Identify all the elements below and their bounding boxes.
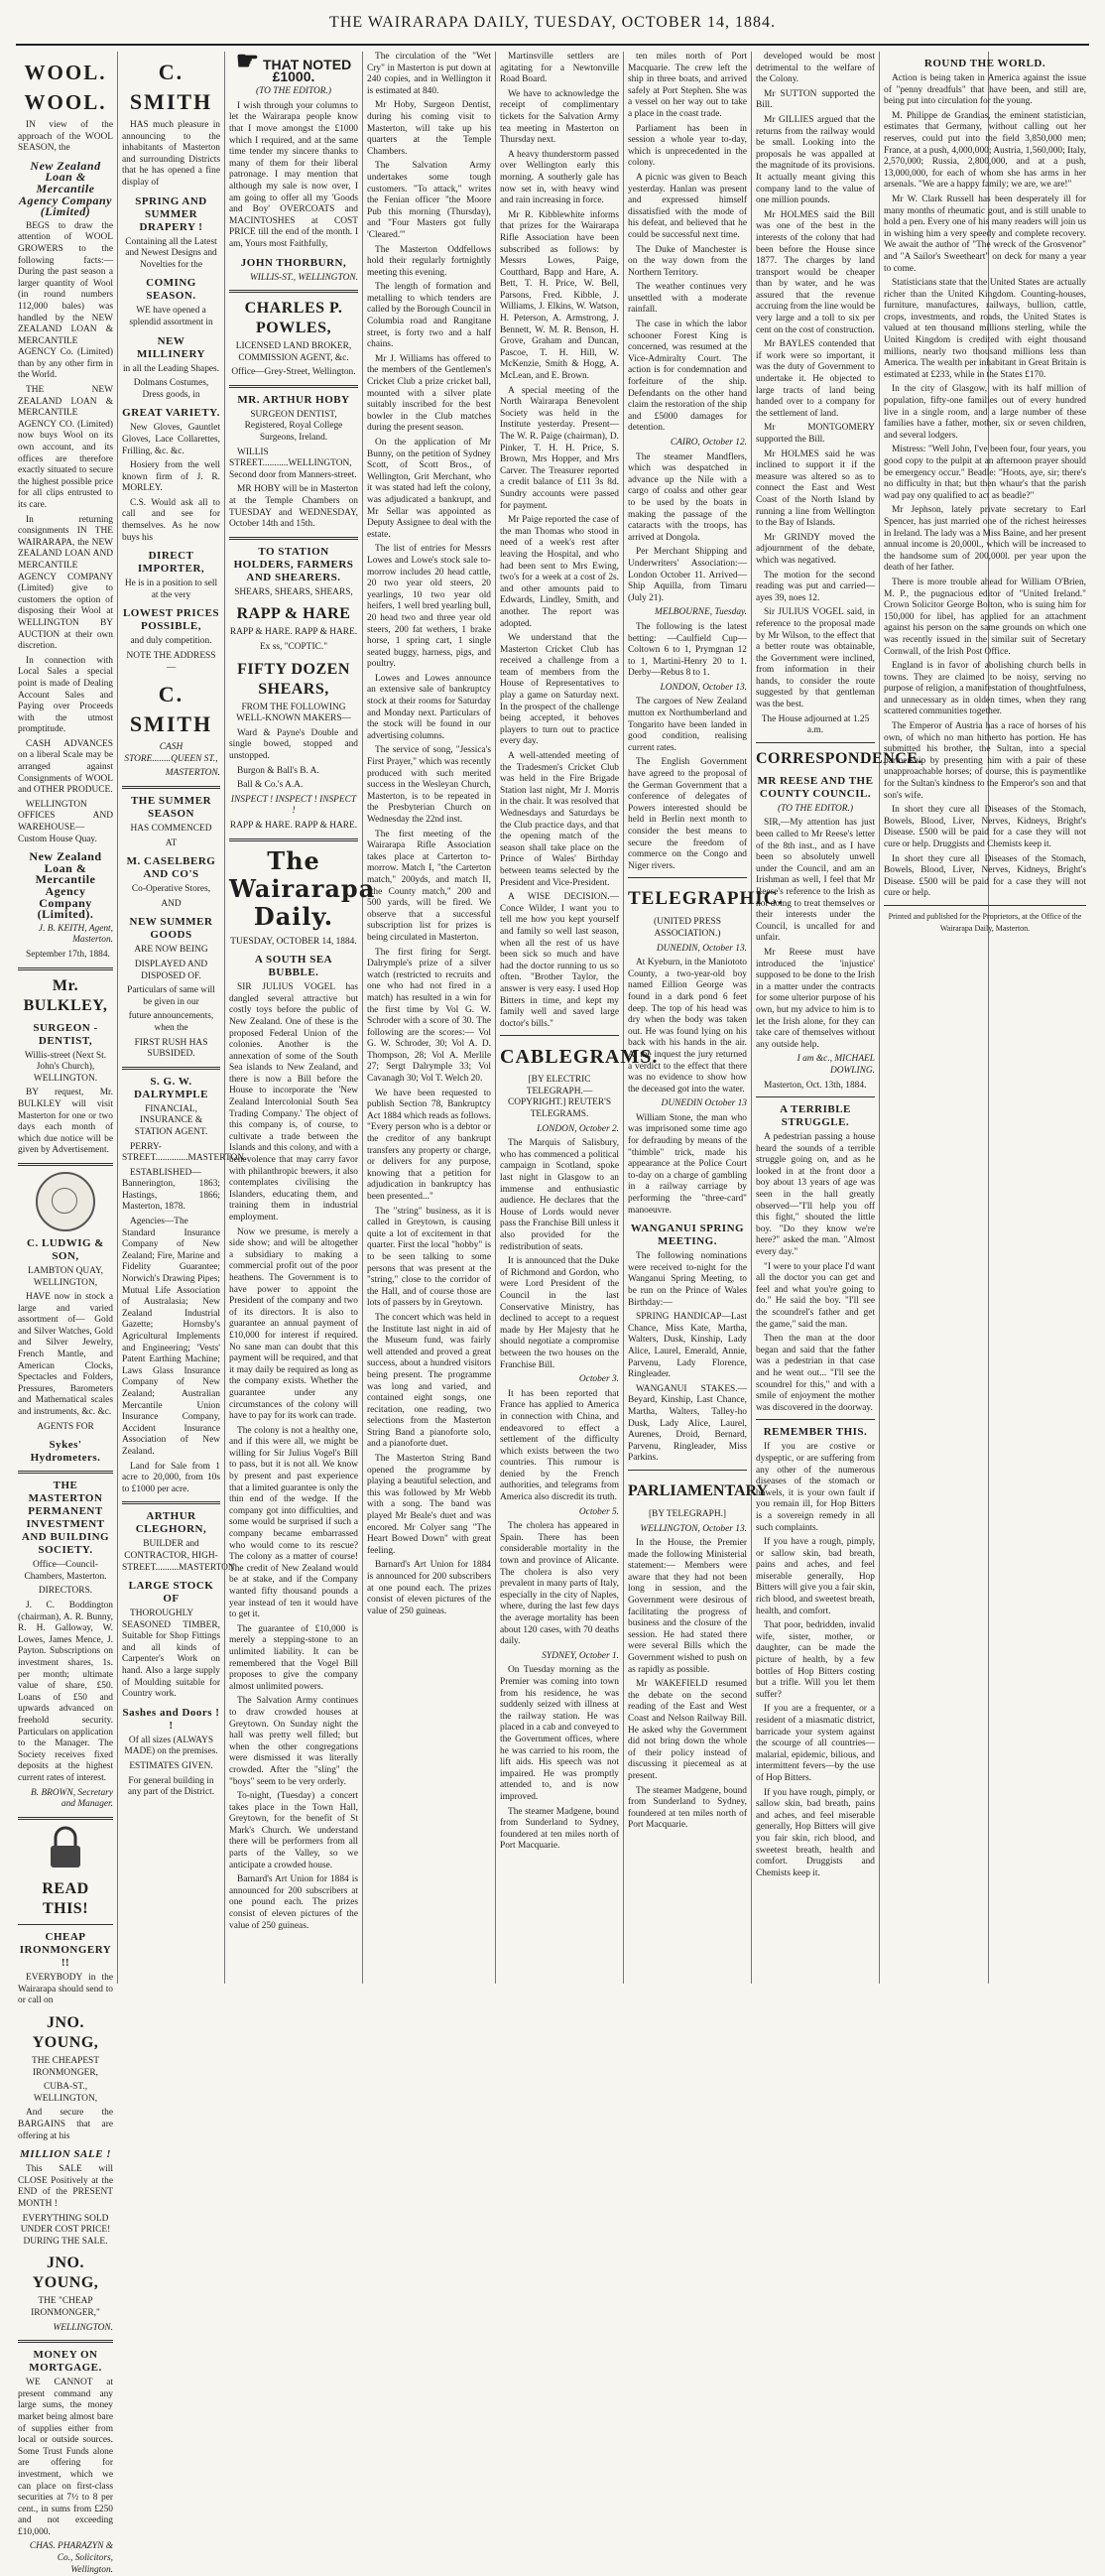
money-heading: MONEY ON MORTGAGE. (29, 2349, 102, 2375)
news-item: The "string" business, as it is called in Greytown, is causing quite a lot of excitement in that quarter. First the local "hobby" is to be seen talking to some persons that was present at the "string," close to the corridor of the Hall, and of course those are lots of passers by in Greytown. (367, 1206, 491, 1309)
news-item: That poor, bedridden, invalid wife, sister, mother, or daughter, can be made the picture of health, by a few bottles of Hop Bitters costing but a trifle. Will you let them suffer? (756, 1620, 875, 1700)
new-summer-goods: NEW SUMMER GOODS (129, 916, 213, 942)
news-item: Mistress: "Well John, I've been four, four years, you good copy to the pulpit at an afternoon prayer should be emergency occur." Beadle: "Hoots, aye, sir; there's no difficulty in that; but then whaur's that the parish wad pay ony qualified to act as beadle?" (884, 445, 1086, 501)
news-item: Mr Jephson, lately private secretary to Earl Spencer, has just married one of the richest heiresses in Ireland. The lady was a Miss Baine, and her present annual income is 20,000l., which will be increased to the handsome sum of 200,000l. per year upon the death of her father. (884, 505, 1086, 574)
cheapest-ironmonger: THE CHEAPEST IRONMONGER, (32, 2056, 99, 2078)
news-item: SPRING HANDICAP—Last Chance, Miss Kate, Martha, Walters, Dusk, Kinship, Lady Alice, Laurel, Emerald, Annie, Parvenu, Lady Florence, Ringleader. (628, 1312, 747, 1380)
watch-emblem-icon (36, 1172, 95, 1231)
now-being: ARE NOW BEING (134, 945, 208, 956)
building-subheading: Office—Council-Chambers, Masterton. (24, 1560, 107, 1582)
news-item: A heavy thunderstorm passed over Wellington early this morning. A southerly gale has now set in, with heavy wind and rain increasing in force. (500, 149, 619, 206)
great-variety: GREAT VARIETY. (122, 407, 220, 420)
dalrymple-address: PERRY-STREET..............MASTERTON. (122, 1141, 247, 1164)
paper-date: TUESDAY, OCTOBER 14, 1884. (230, 936, 357, 947)
ball-co: Ball & Co.'s A.A. (237, 780, 304, 791)
news-item: The list of entries for Messrs Lowes and Lowe's stock sale to-morrow includes 20 head cattle, 20 two year old steers, 20 yearlings, 10 two year old heifers, 1 well bred yearling bull, 20 head two and three year old steers, 200 fat wethers, 1 brake horse, 1 spring cart, 1 single seated buggy, harness, pigs, and poultry. (367, 544, 491, 670)
round-world-heading: ROUND THE WORLD. (923, 58, 1046, 69)
news-item: The service of song, "Jessica's First Prayer," which was recently produced with such merited success in the Wesleyan Church, Masterton, is to be repeated in the Presbyterian Church on Wednesday the 22nd inst. (367, 745, 491, 825)
smith-goods: C.S. Would ask all to call and see for themselves. As he now buys his (122, 497, 220, 543)
note-address: NOTE THE ADDRESS— (126, 651, 216, 673)
hosiery: Hosiery from the well known firm of J. R. MORLEY. (122, 460, 220, 494)
bulkley-subheading: SURGEON - DENTIST, (33, 1021, 98, 1047)
bubble-body-6: To-night, (Tuesday) a concert takes place in the Town Hall, Greytown, for the benefit of St Mark's Church. We understand there will be performers from all parts of the Valley, so we anticipate a crowded house. (229, 1791, 358, 1870)
news-item: The circulation of the "Wet Cry" in Masterton is put down at 240 copies, and in Wellington it is estimated at 840. (367, 52, 491, 96)
noted-heading (229, 46, 358, 84)
dalrymple-heading: S. G. W. DALRYMPLE (133, 1075, 208, 1100)
news-item: The Masterton Oddfellows hold their regularly fortnightly meeting this evening. (367, 244, 491, 278)
cable-item: It is announced that the Duke of Richmond and Gordon, who were Lord President of the Council in the last Conservative Ministry, has declined to accept to a request made by Her Majesty that he should negotiate a compromise between the two houses on the Franchise Bill. (500, 1256, 619, 1370)
news-item: Lowes and Lowes announce an extensive sale of bankruptcy stock at their rooms for Saturday and Monday next. Particulars of the stock will be found in our advertising columns. (367, 673, 491, 741)
money-signature: CHAS. PHARAZYN & Co., Solicitors, Wellington. (29, 2541, 113, 2575)
news-item: In the House, the Premier made the following Ministerial statement:— Members were aware that they had not been long in session, and the Government were desirous of facilitating the progress of business and the closure of the session. He had stated there were several Bills which the Government wished to push on as rapidly as possible. (628, 1538, 747, 1675)
news-item: Then the man at the door began and said that the father was a pedestrian in that case and he went out... "I'll see the scoundrel for this," and with a smile of enjoyment the mother was discovered in the doorway. (756, 1334, 875, 1413)
news-item: The motion for the second reading was put and carried—ayes 39, noes 12. (756, 570, 875, 603)
divider (229, 838, 358, 841)
news-item: Mr Hoby, Surgeon Dentist, during his coming visit to Masterton, will take up his quarters at the Temple Chambers. (367, 100, 491, 157)
column-1 (14, 52, 117, 2575)
news-item: ten miles north of Port Macquarie. The crew left the ship in three boats, and arrived safely at Port Stephen. She was a vessel on her way out to take a place in the coast trade. (628, 52, 747, 119)
correspondence-heading: CORRESPONDENCE. (756, 749, 922, 767)
company-body: BEGS to draw the attention of WOOL GROWERS to the following facts:— During the past season a larger quantity of Wool (in round numbers 112,000 bales) was handled by the NEW ZEALAND LOAN & MERCANTILE AGENCY Co. (Limited) than by any other firm in the World. (18, 220, 113, 381)
ward-payne: Ward & Payne's Double and single bowed, stopped and unstopped. (229, 727, 358, 761)
masthead-rule (16, 44, 1089, 46)
sale-close: This SALE will CLOSE Positively at the END of the PRESENT MONTH ! (18, 2164, 113, 2209)
parliamentary-sub: [BY TELEGRAPH.] (648, 1508, 727, 1519)
bubble-body: SIR JULIUS VOGEL has dangled several attractive but costly toys before the public of New Zealand. One of these is the proposed Federal Union of the colonies. Another is the annexation of some of the South Sea islands to New Zealand, and there is now a Bill before the House to incorporate the 'New Zealand Intercolonial South Sea Trading Company.' The object of this company is, of course, to cultivate a trade between the Islands and this colony, and with a benevolence that may carry favor with philanthropic brewers, it also contemplates civilising the Islanders, educating them, and training them in industrial employment. (229, 982, 358, 1223)
ludwig-heading: C. LUDWIG & SON, (27, 1236, 104, 1262)
news-item: On the application of Mr Bunny, on the petition of Sydney Scott, of Scott Bros., of Wellington, Grit Merchant, who it was stated had left the colony, was adjudicated a bankrupt, and Mr Sellar was appointed as Deputy Assignee to deal with the estate. (367, 438, 491, 540)
news-item: If you have a rough, pimply, or sallow skin, bad breath, pains and aches, and feel miserable generally, Hop Bitters will give you a fair skin, rich blood, and sweetest breath, health, and comfort. (756, 1537, 875, 1616)
news-item: The weather continues very unsettled with a moderate rainfall. (628, 282, 747, 316)
shearers-heading: TO STATION HOLDERS, FARMERS AND SHEARERS. (233, 545, 354, 583)
divider (122, 786, 220, 789)
lowest-prices: LOWEST PRICES POSSIBLE, (122, 607, 220, 633)
dateline: LONDON, October 13. (660, 682, 747, 693)
divider (18, 1924, 113, 1925)
thorburn-address: WILLIS-ST., WELLINGTON. (249, 272, 358, 283)
company-body-2: THE NEW ZEALAND LOAN & MERCANTILE AGENCY CO. (Limited) now buys Wool on its own account, and its offices are therefore exactly situated to secure the highest possible price for all clips entrusted to its care. (18, 385, 113, 510)
news-item: The Masterton String Band opened the programme by playing a beautiful selection, and this was followed by Mr Webb with a song. The band was played Mr Beale's duet and was encored. Mr Colyer sang "The Heart Bowed Down" with great feeling. (367, 1454, 491, 1556)
news-item: The English Government have agreed to the proposal of the German Government that a conference of delegates of Powers interested should be held in Berlin next month to consider the best means to secure the freedom of commerce on the Congo and Niger rivers. (628, 757, 747, 871)
divider (122, 1067, 220, 1070)
new-millinery: NEW MILLINERY (137, 334, 205, 360)
news-item: Mr SUTTON supported the Bill. (756, 88, 875, 111)
timber: THOROUGHLY SEASONED TIMBER, Suitable for Shop Fittings and all kinds of Carpenter's Work on hand. Also a large supply of Moulding suitable for Country work. (122, 1609, 220, 1700)
news-item: Parliament has been in session a whole year to-day, which is unprecedented in the colony. (628, 123, 747, 169)
news-item: Martinsville settlers are agitating for a Newtonville Road Board. (500, 52, 619, 85)
to-editor: (TO THE EDITOR.) (256, 86, 331, 97)
rapp-hare-3: RAPP & HARE. RAPP & HARE. (229, 820, 358, 831)
jno-young: JNO. YOUNG, (32, 2014, 99, 2052)
cleghorn-heading: ARTHUR CLEGHORN, (135, 1510, 207, 1536)
news-item: The steamer Madgene, bound from Sunderland to Sydney, foundered at ten miles north of Port Macquarie. (628, 1785, 747, 1831)
divider (18, 1163, 113, 1166)
divider (756, 1096, 875, 1097)
letter-paragraph: Mr Reese must have introduced the 'injustice' supposed to be done to the Irish in a matter under the contracts for some ulterior purpose of his own, but my advice to him is to let the Irish alone, for they can take care of themselves without any outside help. (756, 947, 875, 1050)
divider (628, 1470, 747, 1471)
news-item: A picnic was given to Beach yesterday. Hanlan was present and expressed himself dissatisfied with the mode of his defeat, and believed that he could be successful next time. (628, 172, 747, 240)
cheap-ironmonger: THE "CHEAP IRONMONGER," (31, 2296, 100, 2318)
divider (756, 1419, 875, 1420)
news-item: The Salvation Army undertakes some tough customers. "To attack," writes the Fenian officer "the Moore Pub this morning (Thursday), and "Four Masters got fully 'Cleared.'" (367, 161, 491, 240)
cheap-body: EVERYBODY in the Wairarapa should send to or call on (18, 1973, 113, 2006)
cable-dateline: SYDNEY, October 1. (542, 1650, 619, 1661)
well-known-makers: FROM THE FOLLOWING WELL-KNOWN MAKERS— (236, 702, 351, 724)
news-item: developed would be most detrimental to the welfare of the Colony. (756, 52, 875, 85)
splendid: WE have opened a splendid assortment in (129, 306, 213, 327)
powles-heading: CHARLES P. POWLES, (244, 300, 343, 337)
news-item: Per Merchant Shipping and Underwriters' Association:—London October 11. Arrived—Ship Aquilla, from Timaru (July 21). (628, 547, 747, 603)
spring-sub: Containing all the Latest and Newest Designs and Novelties for the (125, 236, 217, 270)
jno-young-2: JNO. YOUNG, (32, 2254, 99, 2292)
cleghorn-sub: BUILDER and CONTRACTOR, HIGH-STREET..........MASTERTON. (122, 1539, 238, 1573)
particulars: Particulars of same will be given in our (127, 985, 215, 1007)
news-item: England is in favor of abolishing church bells in towns. They are claimed to be noisy, serving no purpose of religion, a manifestation of thoughtfulness, and unnecessary as in olden times, when they rang scattered communities together. (884, 661, 1086, 717)
coptic: Ex ss, "COPTIC." (259, 642, 328, 652)
remember-heading: REMEMBER THIS. (763, 1426, 868, 1439)
paper-nameplate: The Wairarapa Daily. (229, 845, 376, 931)
cable-item: The steamer Madgene, bound from Sunderland to Sydney, foundered at ten miles north of Port Macquarie. (500, 1806, 619, 1852)
divider (18, 2340, 113, 2343)
pointing-hand-icon: ☛ (235, 46, 260, 75)
bubble-body-5: The Salvation Army continues to draw crowded houses at Greytown. On Sunday night the hall was pretty well filled; but when the other congregations were dismissed it was literally crowded. After the "sling" the "boys" seem to be very orderly. (229, 1696, 358, 1787)
agencies: Agencies—The Standard Insurance Company of New Zealand; Fire, Marine and Fidelity Guarantee; Norwich's Drawing Pipes; Mutual Life Association of Australasia; New Zealand Industrial Gazette; Hornsby's Agricultural Implements and Engineering; 'Vests' Patent Earthing Machine; Laws Glass Insurance Company of New Zealand; Australian Mercantile Union Insurance Company, Accident Insurance Association of New Zealand. (122, 1217, 220, 1457)
wanganui-heading: WANGANUI SPRING MEETING. (630, 1223, 745, 1248)
wellington: WELLINGTON. (53, 2322, 113, 2333)
estimates: ESTIMATES GIVEN. (129, 1761, 213, 1772)
letter-date: Masterton, Oct. 13th, 1884. (764, 1080, 867, 1091)
news-item: Mr R. Kibblewhite informs that prizes for the Wairarapa Rifle Association have been subscribed as follows: by Messrs Lowes, Paige, Coutthard, Bapp and Hare, A. Bett, T. H. Price, W. Bell, Parsons, Fred. Kibble, J. Williams, J. Elkins, W. Watson, H. Peterson, A. Armstrong, J. Bennett, W. M. R. Benson, H. Grove, Graham and Duncan, Pascoe, T. H. Hill, W. McKenzie, Smith & Hogg, A. McLean, and E. Brown. (500, 209, 619, 382)
dateline: MELBOURNE, Tuesday. (655, 607, 747, 618)
news-item: Mr MONTGOMERY supported the Bill. (756, 423, 875, 445)
thorburn: JOHN THORBURN, (240, 256, 347, 269)
news-item: Mr Paige reported the case of the man Thomas who stood in need of a week's rest after leaving the Hospital, and who had been sent to Mrs Ewing, two's for a week at a cost of 2s. and other amounts paid to Edwards, Lindley, Smith, and another. The report was adopted. (500, 515, 619, 629)
ludwig-body: HAVE now in stock a large and varied assortment of— Gold and Silver Watches, Gold and Silver Jewelry, French Mantle, and American Clocks, Spectacles and Folders, Pressures, Barometers and Mathematical scales and instruments, &c. &c. (18, 1292, 113, 1418)
bubble-body-4: The guarantee of £10,000 is merely a stepping-stone to an unlimited liability. It can be remembered that the Vogel Bill proposes to give the company almost unlimited powers. (229, 1623, 358, 1692)
news-item: If you are costive or dyspeptic, or are suffering from any other of the numerous diseases of the stomach or bowels, it is your own fault if you remain ill, for Hop Bitters is a sovereign remedy in all such complaints. (756, 1442, 875, 1533)
first-rush: FIRST RUSH HAS SUBSIDED. (134, 1037, 208, 1060)
column-7 (752, 52, 922, 1984)
cable-dateline: October 3. (578, 1374, 619, 1385)
future: future announcements, when the (128, 1011, 214, 1033)
correspondence-sub: MR REESE AND THE COUNTY COUNCIL. (757, 774, 874, 800)
news-item: The following is the latest betting: —Caulfield Cup—Coltown 6 to 1, Prymgnan 12 to 1, Martini-Henry 20 to 1. Derby—Rebus 8 to 1. (628, 621, 747, 679)
divider (884, 905, 1086, 906)
news-item: If you are a frequenter, or a resident of a miasmatic district, barricade your system against the scourge of all countries—malarial, epidemic, bilious, and intermittent fevers—by the use of Hop Bitters. (756, 1704, 875, 1783)
bulkley-body: BY request, Mr. BULKLEY will visit Masterton for one or two days each month of which due notice will be given by Advertisement. (18, 1088, 113, 1156)
company-address: WELLINGTON OFFICES AND WAREHOUSE— Custom House Quay. (18, 799, 113, 844)
news-item: In short they cure all Diseases of the Stomach, Bowels, Blood, Liver, Nerves, Kidneys, Bright's Disease. £500 will be paid for a case they will not cure or help. (884, 853, 1086, 899)
divider (229, 537, 358, 540)
news-item: Mr GILLIES argued that the returns from the railway would be small. Looking into the proposals he was appalled at the magnitude of its provisions. It actually meant giving this company land to the value of one million pounds. (756, 114, 875, 206)
news-item: There is more trouble ahead for William O'Brien, M. P., the pugnacious editor of "United Ireland." Crown Solicitor George Bolton, who is suing him for 150,000 for libel, has applied for an attachment against his person on the same grounds on which one was recently issued in the similar suit of Secretary Cornwall, of the Irish Post Office. (884, 577, 1086, 657)
terrible-heading: A TERRIBLE STRUGGLE. (780, 1103, 851, 1129)
money-body: WE CANNOT at present command any large sums, the money market being almost bare of supplies either from local or outside sources. Some Trust Funds alone are offering for investment, which we can place on first-class securities at 7½ to 8 per cent., in sums from £250 and not exceeding £10,000. (18, 2378, 113, 2537)
building-directors: DIRECTORS. (38, 1586, 93, 1597)
bargains: And secure the BARGAINS that are offering at his (18, 2108, 113, 2141)
large-stock: LARGE STOCK OF (128, 1580, 214, 1606)
smith-masterton: MASTERTON. (165, 768, 220, 779)
powles-address: Office—Grey-Street, Wellington. (231, 367, 356, 378)
cable-item: The cholera has appeared in Spain. There has been considerable mortality in the town and province of Alicante. The cholera is also very prevalent in many parts of Italy, especially in the city of Naples, where, during the last few days the average mortality has been about 120 cases, with 70 deaths daily. (500, 1521, 619, 1647)
news-item: At Kyeburn, in the Maniototo County, a two-year-old boy named Eillion George was found in a dark pond 6 feet deep. The top of his head was dry when the body was taken out. He was found lying on his back with his hands in the air. At the inquest the jury returned a verdict to the effect that there was no evidence to show how the deceased got into the water. (628, 958, 747, 1095)
column-3 (225, 46, 376, 1984)
shapes: in all the Leading Shapes. (122, 363, 220, 374)
smith-heading: C. SMITH (129, 60, 213, 114)
cable-item: The Marquis of Salisbury, who has commenced a political campaign in Scotland, spoke last night in Glasgow to an immense and enthusiastic audience. He declares that the House of Lords would never pass the Franchise Bill unless it also provided for the redistribution of seats. (500, 1138, 619, 1252)
news-item: WANGANUI STAKES.—Beyard, Kinship, Last Chance, Martha, Walters, Talley-ho Dusk, Lady Alice, Laurel, Aurenes, Droid, Bernard, Parvenu, Ringleader, Miss Parkins. (628, 1383, 747, 1464)
column-4 (363, 52, 495, 1984)
news-item: Mr J. Williams has offered to the members of the Gentlemen's Cricket Club a prize cricket ball, mounted with a silver plate suitably inscribed for the best bowler in the Club matches during the present season. (367, 353, 491, 434)
dateline: WELLINGTON, October 13. (640, 1523, 747, 1534)
ludwig-address: LAMBTON QUAY, WELLINGTON, (28, 1265, 103, 1288)
news-item: We have to acknowledge the receipt of complimentary tickets for the Salvation Army tea meeting in Masterton on Thursday next. (500, 88, 619, 146)
hoby-heading: MR. ARTHUR HOBY (237, 393, 350, 406)
shears-row: SHEARS, SHEARS, SHEARS, (234, 586, 353, 597)
news-item: The first meeting of the Wairarapa Rifle Association takes place at Carterton to-morrow. Match I, "the Carterton match," 200yds, and match II, "the County match," 200 and 500 yards, will be fired. We observe that a successful subscription list for prizes is being circulated in Masterton. (367, 829, 491, 943)
displayed: DISPLAYED AND DISPOSED OF. (134, 959, 208, 981)
news-item: Mr W. Clark Russell has been desperately ill for many months of rheumatic gout, and is still unable to hold a pen. Every one of his many readers will join us in wishing him a very speedy and complete recovery. We await the author of "The wreck of the Grosvenor" and "A Sailor's Sweetheart" on deck for many a year to come. (884, 193, 1086, 274)
smith-body: HAS much pleasure in announcing to the inhabitants of Masterton and surrounding Districts that he has opened a fine display of (122, 120, 220, 188)
bulkley-address: Willis-street (Next St. John's Church), WELLINGTON. (24, 1050, 107, 1084)
dalrymple-sub: FINANCIAL, INSURANCE & STATION AGENT. (134, 1103, 208, 1137)
news-item: A pedestrian passing a house heard the sounds of a terrible struggle going on, and as he looked in at the front door a boy about 13 years of age was seen in the hall greatly observed—"I'll help you off this fight," shouted the little boy. "Do they know we're here?" asked the man. "Almost every day." (756, 1132, 875, 1258)
news-item: The first firing for Sergt. Dalrymple's prize of a silver watch (restricted to recruits and one who had not fired in a match) has resulted in a win for the first time by Vol G. W. Schroder with a score of 30. The following are the scores:— Vol G. W. Schroder, 30; Vol A. D. Thompson, 28; Vol A. Merlile 27; Sergt Dalrymple 33; Vol Cavanagh 30; Vol T. Welch 20. (367, 947, 491, 1085)
million-sale: MILLION SALE ! (20, 2148, 111, 2161)
padlock-icon (18, 1826, 113, 1874)
company-title-2: New Zealand Loan & Mercantile Agency Company (Limited). (29, 849, 102, 922)
noted-heading-text: THAT NOTED £1000. (263, 57, 352, 84)
ludwig-agents: AGENTS FOR (37, 1421, 94, 1432)
telegraphic-heading: TELEGRAPHIC. (628, 888, 785, 910)
news-item: A special meeting of the North Wairarapa Benevolent Society was held in the Institute yesterday. Present—The W. R. Paige (chairman), D. Pinker, T. H. H. Price, S. Brown, Mrs Hopper, and Mrs Carver. The Treasurer reported a credit balance of £11 3s 8d. Sundry accounts were passed for payment. (500, 385, 619, 511)
imprint: Printed and published for the Proprietors, at the Office of the Wairarapa Daily, Masterton. (888, 911, 1082, 933)
dateline: DUNEDIN, October 13. (656, 943, 747, 954)
news-item: A WISE DECISION.—Conce Wilder, I want you to tell me how you kept yourself and family so well last season, when all the rest of us have been sick so much and have had the doctor running to us so often. "Brother Taylor, the answer is very easy. I used Hop Bitters in time, and kept my family well and saved large doctor's bills." (500, 892, 619, 1029)
dolmans: Dolmans Costumes, Dress goods, in (133, 378, 209, 400)
cable-item: It has been reported that France has applied to America in connection with China, and endeavored to effect a settlement of the difficulty which exists between the two countries. This rumour is denied by the French authorities, and telegrams from America also discredit its truth. (500, 1388, 619, 1503)
company-title: New Zealand Loan & Mercantile Agency Company (Limited) (19, 158, 112, 219)
news-item: Mr HOLMES said he was inclined to support it if the measure was altered so as to connect the East and West Coast of the North Island by running a line from Wellington to the Bay of Islands. (756, 449, 875, 529)
summer-heading: THE SUMMER SEASON (130, 795, 212, 820)
news-item: Statisticians state that the United States are actually richer than the United Kingdom. Counting-houses, furniture, manufactures, railways, bullion, cattle, crops, investments, and roads, the United States is valued at ten thousand millions sterling, while the United Kingdom is credited with eight thousand millions, nearly two thousand millions less than America. The wealth per inhabitant in Great Britain is estimated at £233, while in the States £170. (884, 278, 1086, 380)
column-6 (624, 52, 785, 1984)
news-item: Mr GRINDY moved the adjournment of the debate, which was negatived. (756, 532, 875, 566)
divider (18, 1817, 113, 1820)
cheap-heading: CHEAP IRONMONGERY !! (19, 1931, 112, 1970)
divider (18, 967, 113, 970)
wool-intro: IN view of the approach of the WOOL SEASON, the (18, 120, 113, 154)
news-item: The Emperor of Austria has a race of horses of his own, of which no man hitherto has portion. He has submitted his brother, the Sultan, into a special partnership by presenting him with a pair of these unapproachable horses; of course, this is paymentlike for the Sultan's kindness to the Emperor's son and that son's wife. (884, 721, 1086, 801)
bubble-heading: A SOUTH SEA BUBBLE. (254, 954, 333, 979)
cheap-address: CUBA-ST., WELLINGTON, (33, 2082, 98, 2104)
cablegrams-sub: [BY ELECTRIC TELEGRAPH.—COPYRIGHT.] REUTER'S TELEGRAMS. (507, 1075, 612, 1120)
dispatch: and duly competition. (130, 636, 212, 647)
cable-item: On Tuesday morning as the Premier was coming into town from his residence, he was suddenly seized with illness at the railway station. He was placed in a cab and conveyed to the Government offices, where he was carried to his room, the lift aids. His speech was not impaired. He was promptly attended to, and is now improved. (500, 1665, 619, 1802)
news-item: In the city of Glasgow, with its half million of population, fifty-one families out of every hundred live in a single room, and a large number of these families have a father, mother, six or seven children, and several lodgers. (884, 384, 1086, 441)
inspect: INSPECT ! INSPECT ! INSPECT ! (230, 794, 357, 817)
building-heading: THE MASTERTON PERMANENT INVESTMENT AND BUILDING SOCIETY. (21, 1480, 110, 1557)
column-2 (118, 52, 247, 1984)
and: AND (161, 898, 182, 909)
cooperative-stores: Co-Operative Stores, (131, 884, 211, 895)
gloves: New Gloves, Gauntlet Gloves, Lace Collarettes, Frilling, &c. &c. (122, 423, 220, 456)
divider (18, 1471, 113, 1474)
cable-dateline: LONDON, October 2. (537, 1123, 619, 1134)
dateline: CAIRO, October 12. (670, 438, 747, 448)
noted-letter: I wish through your columns to let the Wairarapa people know that I move amongst the £1000 which I required, and at the same time tender my sincere thanks to many of them for their liberal patronage. I may mention that although my sale is now over, I am going to offer all my 'Goods and Boy' OVERCOATS and MACINTOSHES at COST PRICE till the end of the month. I am, Yours most Faithfully, (229, 100, 358, 249)
letter-paragraph: SIR,—My attention has just been called to Mr Reese's letter of the 8th inst., and as I have been so absolutely unwell under the Council, and am an Irishman as well, I feel that Mr Reese's reference to the Irish as not doing to treat themselves or their interests under the Council, is uncalled for and unfair. (756, 818, 875, 944)
cable-dateline: October 5. (578, 1506, 619, 1517)
building-body: J. C. Boddington (chairman), A. R. Bunny, R. H. Galloway, W. Lowes, James Mence, J. Payton. Subscriptions on investment shares, 1s. per month; ultimate value of share, £50. Loans of £50 and upwards advanced on freehold security. Particulars on application to the Manager. The Society receives fixed deposits at the highest current rates of interest. (18, 1601, 113, 1783)
telegraphic-sub: (UNITED PRESS ASSOCIATION.) (654, 917, 721, 939)
punctual: For general building in any part of the District. (127, 1775, 215, 1798)
smith-heading-2: C. SMITH (129, 682, 213, 737)
masthead (0, 0, 1105, 50)
news-item: The case in which the labor schooner Forest King is concerned, was resumed at the Vice-Admiralty Court. The action is for condemnation and forfeiture of the ship. Defendants on the other hand claim the restoration of the ship and £5000 damages for detention. (628, 320, 747, 434)
news-item: The cargoes of New Zealand mutton ex Northumberland and Tongarito have been landed in good condition, realising current rates. (628, 697, 747, 753)
has-commenced: HAS COMMENCED (130, 824, 212, 834)
news-item: Sir JULIUS VOGEL said, in reference to the proposal made by Mr Wilson, to the effect that a better route was obtainable, the Government were inclined, from information in their hands, to consider the route suggested by that gentleman was the best. (756, 607, 875, 710)
direct-importer: DIRECT IMPORTER, (137, 550, 205, 576)
sashes: Sashes and Doors ! ! (122, 1706, 220, 1732)
hoby-sub: SURGEON DENTIST, Registered, Royal College Surgeons, Ireland. (244, 409, 343, 444)
news-item: Barnard's Art Union for 1884 is announced for 200 subscribers at one pound each. The prizes consist of eleven pictures of the value of 250 guineas. (367, 1560, 491, 1616)
news-item: We understand that the Masterton Cricket Club has received a challenge from a team of members from the House of Representatives to play a game on Saturday next. In the prospect of the challenge being accepted, it behoves players to turn out to practice every day. (500, 633, 619, 747)
bubble-body-7: Barnard's Art Union for 1884 is announced for 200 subscribers at one pound each. The prizes consist of eleven pictures of the value of 250 guineas. (229, 1874, 358, 1931)
divider (122, 1501, 220, 1504)
hoby-address: WILLIS STREET...........WELLINGTON, Second door from Manners-street. (229, 447, 357, 480)
news-item: We have been requested to publish Section 78, Bankruptcy Act 1884 which reads as follows. "Every person who is a debtor or the creditor of any bankrupt transfers any property or charge, or delivers for any purpose, knowing that a petition for adjudication in bankruptcy has been presented..." (367, 1088, 491, 1202)
dalrymple-established: ESTABLISHED—Bannerington, 1863; Hastings, 1866; Masterton, 1878. (122, 1167, 220, 1213)
news-item: Action is being taken in America against the issue of "penny dreadfuls" that have been, and still are, being put into circulation for the young. (884, 73, 1086, 107)
bubble-body-3: The colony is not a healthy one, and if this were all, we might be willing for Sir Julius Vogel's Bill to pass, but it is not all. We know by present and past experience that a limited guarantee is only the thin end of the wedge. If the company got into difficulties, and some would be surprised if such a company became embarrassed who would come to its rescue? The colony as a matter of course! The credit of New Zealand would be at stake, and if the Company wanted fifty thousand pounds a year instead of ten it would have to get it. (229, 1425, 358, 1620)
burgon-ball: Burgon & Ball's B. A. (237, 765, 319, 776)
news-item: Mr BAYLES contended that if work were so important, it was the duty of Government to undertake it. He objected to large tracts of land being handed over to a company for the settlement of land. (756, 339, 875, 419)
fifty-dozen: FIFTY DOZEN SHEARS, (237, 660, 350, 698)
rapp-hare-2: RAPP & HARE. RAPP & HARE. (229, 627, 358, 638)
lowest: He is in a position to sell at the very (124, 579, 218, 600)
cablegrams-heading: CABLEGRAMS. (500, 1046, 659, 1069)
ludwig-sykes: Sykes' Hydrometers. (30, 1439, 101, 1465)
company-signature: J. B. KEITH, Agent, Masterton. (38, 923, 113, 946)
news-item: In short they cure all Diseases of the Stomach, Bowels, Blood, Liver, Nerves, Kidneys, Bright's Disease. £500 will be paid for a case they will not cure or help. Druggists and Chemists keep it. (884, 805, 1086, 849)
to-editor: (TO THE EDITOR.) (778, 803, 853, 814)
news-item: A well-attended meeting of the Tradesmen's Cricket Club was held in the Fire Brigade Station last night, Mr J. Morris in the chair. It was resolved that Wednesdays and Saturdays be the Club practice days, and that the opening match of the season shall take place on the Prince of Wales' Birthday between teams selected by the President and Vice-President. (500, 751, 619, 888)
read-this-heading: READ THIS! (42, 1880, 89, 1918)
news-item: The length of formation and metalling to which tenders are called by the Borough Council in Columbia road and Rangitane street, is forty two and a half chains. (367, 282, 491, 350)
news-item: Mr HOLMES said the Bill was one of the best in the interests of the colony that had been before the House since 1877. The charges by land transport would be cheaper than by water, and he was assured that the revenue accruing from the line would be very large and a toll to six per cent on the cost of construction. (756, 209, 876, 335)
news-item: The House adjourned at 1.25 a.m. (761, 713, 870, 736)
everything-sold: EVERYTHING SOLD UNDER COST PRICE! DURING THE SALE. (20, 2213, 111, 2247)
divider (500, 1035, 619, 1036)
divider (756, 742, 875, 743)
bulkley-heading: Mr. BULKLEY, (23, 976, 108, 1014)
news-item: M. Philippe de Grandias, the eminent statistician, estimates that Germany, without calling out her reserves, could put into the field 3,850,000 men; France, at a push, 4,000,000; Austria, 1,560,000; Italy, 2,570,000; Russia, 2,800,000, and at a push, 13,000,000, for each of whom she has arms in her arsenals. "We are a happy family; we are, we are!" (884, 110, 1086, 191)
sizes: Of all sizes (ALWAYS MADE) on the premises. (124, 1735, 218, 1757)
divider (229, 385, 358, 388)
news-item: The concert which was held in the Institute last night in aid of the Museum fund, was fairly well attended and proved a great success, about a hundred visitors being present. The programme was long and varied, and contained eight songs, one recitation, one reading, two selections from the Masterton String Band a pianoforte solo, and a pianoforte duet. (367, 1312, 491, 1450)
company-body-5: CASH ADVANCES on a liberal Scale may be arranged against Consignments of WOOL and OTHER PRODUCE. (18, 738, 113, 796)
wool-heading: WOOL. WOOL. (24, 61, 107, 114)
powles-sub: LICENSED LAND BROKER, COMMISSION AGENT, &c. (235, 341, 352, 363)
company-body-3: In returning consignments IN THE WAIRARAPA, the NEW ZEALAND LOAN AND MERCANTILE AGENCY COMPANY (Limited) give to customers the option of disposing their Wool at WELLINGTON BY AUCTION at their own discretion. (18, 514, 113, 652)
building-signature: B. BROWN, Secretary and Manager. (31, 1787, 113, 1810)
news-item: The steamer Mandflers, which was despatched in advance up the Nile with a cargo of coalss and other gear to be used by the boats in making the passage of the cataracts with the troops, has arrived at Dongola. (628, 451, 747, 543)
rapp-hare: RAPP & HARE (236, 605, 351, 623)
hoby-body: MR HOBY will be in Masterton at the Temple Chambers on TUESDAY and WEDNESDAY, October 14th and 15th. (229, 484, 358, 530)
coming-season: COMING SEASON. (146, 277, 196, 303)
news-item: The following nominations were received to-night for the Wanganui Spring Meeting, to be run on the Prince of Wales Birthday:— (628, 1251, 747, 1308)
dateline: DUNEDIN October 13 (661, 1098, 747, 1109)
spring-drapery: SPRING AND SUMMER DRAPERY ! (135, 194, 207, 233)
land-sale: Land for Sale from 1 acre to 20,000, from 10s to £1000 per acre. (122, 1461, 220, 1494)
news-item: If you have rough, pimply, or sallow skin, bad breath, pains and aches, and feel miserable generally, Hop Bitters will give you fair skin, rich blood, and sweetest breath, health and comfort. Druggists and Chemists keep it. (756, 1787, 875, 1878)
column-5 (496, 52, 659, 1984)
divider (229, 290, 358, 293)
at: AT (165, 837, 178, 848)
column-8 (880, 52, 1090, 1984)
news-item: The Duke of Manchester is on the way down from the Northern Territory. (628, 244, 747, 278)
news-item: "I were to your place I'd want all the doctor you can get and feel and what you're going to do." He said the boy. "I'll see the scoundrel's father and get the game," said the man. (756, 1261, 875, 1330)
company-date: September 17th, 1884. (26, 949, 110, 960)
caselberg-heading: M. CASELBERG AND CO'S (126, 855, 216, 881)
bubble-body-2: Now we presume, is merely a side show; and will be altogether a subsidiary to making a commercial profit out of the poor heathens. The Government is to have power to appoint the President of the company and two of its directors. It is also to guarantee an annual payment of £10,000 for interest if required. No sane man can doubt that this payment will be required, and that it may daily be required as long as the company exists. Whether the guarantee under any circumstances of the colony will have to pay for its work can trade. (229, 1226, 358, 1422)
letter-signature: I am &c., MICHAEL DOWLING. (797, 1054, 875, 1076)
cash-store: CASH STORE........QUEEN ST., (124, 742, 218, 764)
company-body-4: In connection with Local Sales a special point is made of Dealing Account Sales and Paying over Proceeds with the utmost promptitude. (18, 655, 113, 735)
news-item: Mr WAKEFIELD resumed the debate on the second reading of the East and West Coast and Nelson Railway Bill. He asked why the Government did not bring down the whole of their policy instead of discussing it piecemeal as at present. (628, 1679, 747, 1781)
news-item: William Stone, the man who was imprisoned some time ago for defrauding by means of the "thimble" trick, made his appearance at the Police Court to-day on a charge of gambling in a railway carriage by performing the "three-card" manoeuvre. (628, 1112, 747, 1216)
divider (628, 877, 747, 878)
newspaper-title: THE WAIRARAPA DAILY, TUESDAY, OCTOBER 14, 1884. (329, 14, 776, 31)
parliamentary-heading: PARLIAMENTARY (628, 1481, 769, 1499)
